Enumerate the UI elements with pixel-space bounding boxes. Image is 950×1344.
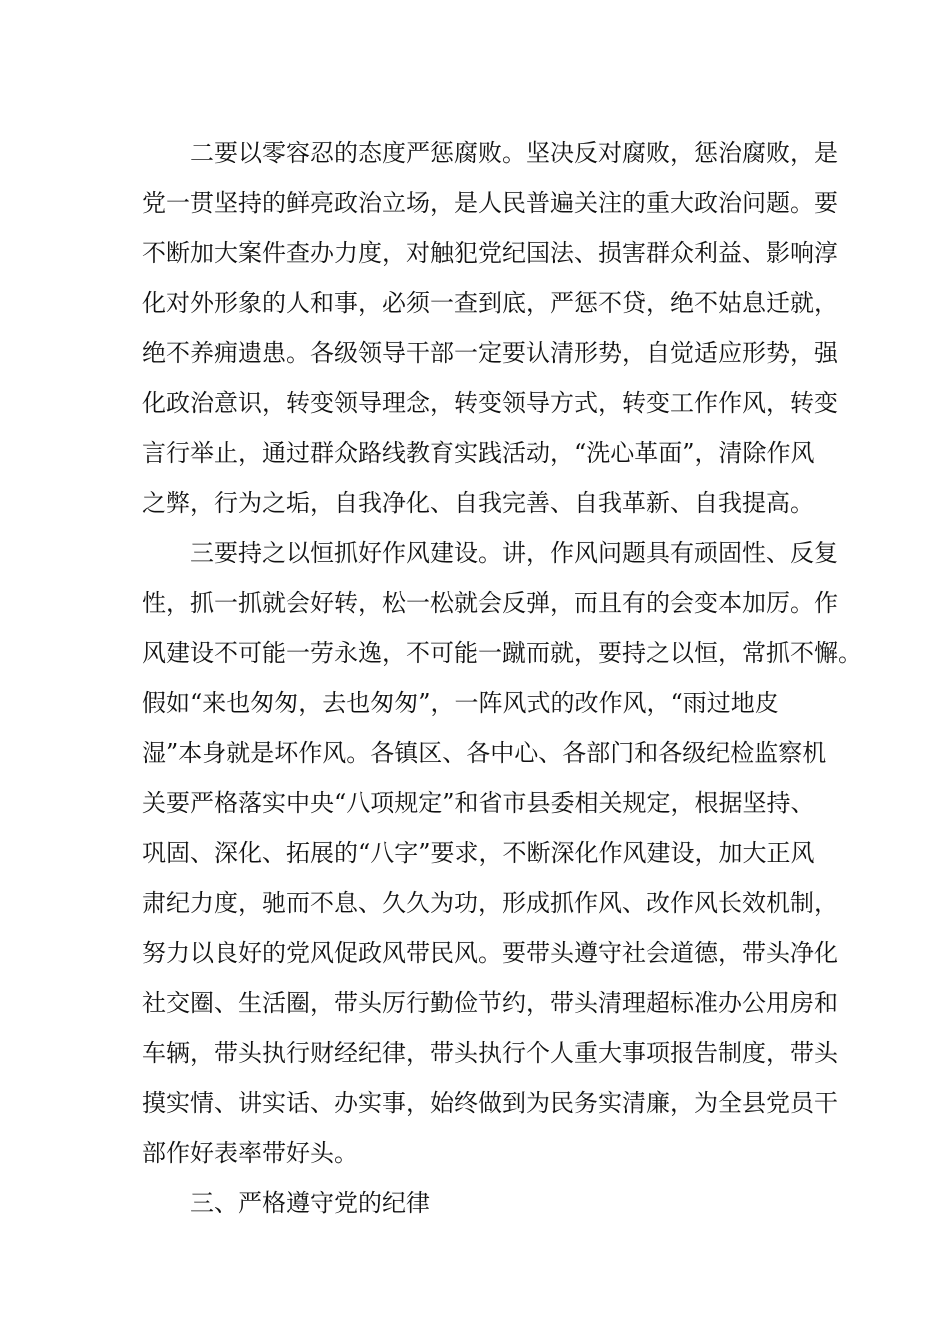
text-line: 党一贯坚持的鲜亮政治立场，是人民普遍关注的重大政治问题。要 bbox=[142, 189, 838, 217]
text-line: 摸实情、讲实话、办实事，始终做到为民务实清廉，为全县党员干 bbox=[142, 1089, 838, 1117]
text-line: 社交圈、生活圈，带头厉行勤俭节约，带头清理超标准办公用房和 bbox=[142, 989, 838, 1017]
text-line: 言行举止，通过群众路线教育实践活动，“洗心革面”，清除作风 bbox=[142, 439, 815, 467]
document-body bbox=[142, 128, 862, 1228]
text-line: 二要以零容忍的态度严惩腐败。坚决反对腐败，惩治腐败，是 bbox=[142, 139, 838, 167]
text-line: 假如“来也匆匆，去也匆匆”，一阵风式的改作风，“雨过地皮 bbox=[142, 689, 779, 717]
text-line: 部作好表率带好头。 bbox=[142, 1139, 358, 1167]
text-line: 三要持之以恒抓好作风建设。讲，作风问题具有顽固性、反复 bbox=[142, 539, 838, 567]
text-line: 努力以良好的党风促政风带民风。要带头遵守社会道德，带头净化 bbox=[142, 939, 838, 967]
text-line: 关要严格落实中央“八项规定”和省市县委相关规定，根据坚持、 bbox=[142, 789, 815, 817]
text-line: 化政治意识，转变领导理念，转变领导方式，转变工作作风，转变 bbox=[142, 389, 838, 417]
text-line: 巩固、深化、拓展的“八字”要求，不断深化作风建设，加大正风 bbox=[142, 839, 815, 867]
text-line: 绝不养痈遗患。各级领导干部一定要认清形势，自觉适应形势，强 bbox=[142, 339, 838, 367]
text-line: 湿”本身就是坏作风。各镇区、各中心、各部门和各级纪检监察机 bbox=[142, 739, 827, 767]
text-line: 肃纪力度，驰而不息、久久为功，形成抓作风、改作风长效机制， bbox=[142, 889, 838, 917]
section-heading: 三、严格遵守党的纪律 bbox=[142, 1189, 430, 1217]
text-line: 车辆，带头执行财经纪律，带头执行个人重大事项报告制度，带头 bbox=[142, 1039, 838, 1067]
text-line: 不断加大案件查办力度，对触犯党纪国法、损害群众利益、影响淳 bbox=[142, 239, 838, 267]
text-line: 性，抓一抓就会好转，松一松就会反弹，而且有的会变本加厉。作 bbox=[142, 589, 838, 617]
text-line: 化对外形象的人和事，必须一查到底，严惩不贷，绝不姑息迁就， bbox=[142, 289, 838, 317]
text-line: 之弊，行为之垢，自我净化、自我完善、自我革新、自我提高。 bbox=[142, 489, 814, 517]
text-line: 风建设不可能一劳永逸，不可能一蹴而就，要持之以恒，常抓不懈。 bbox=[142, 639, 862, 667]
